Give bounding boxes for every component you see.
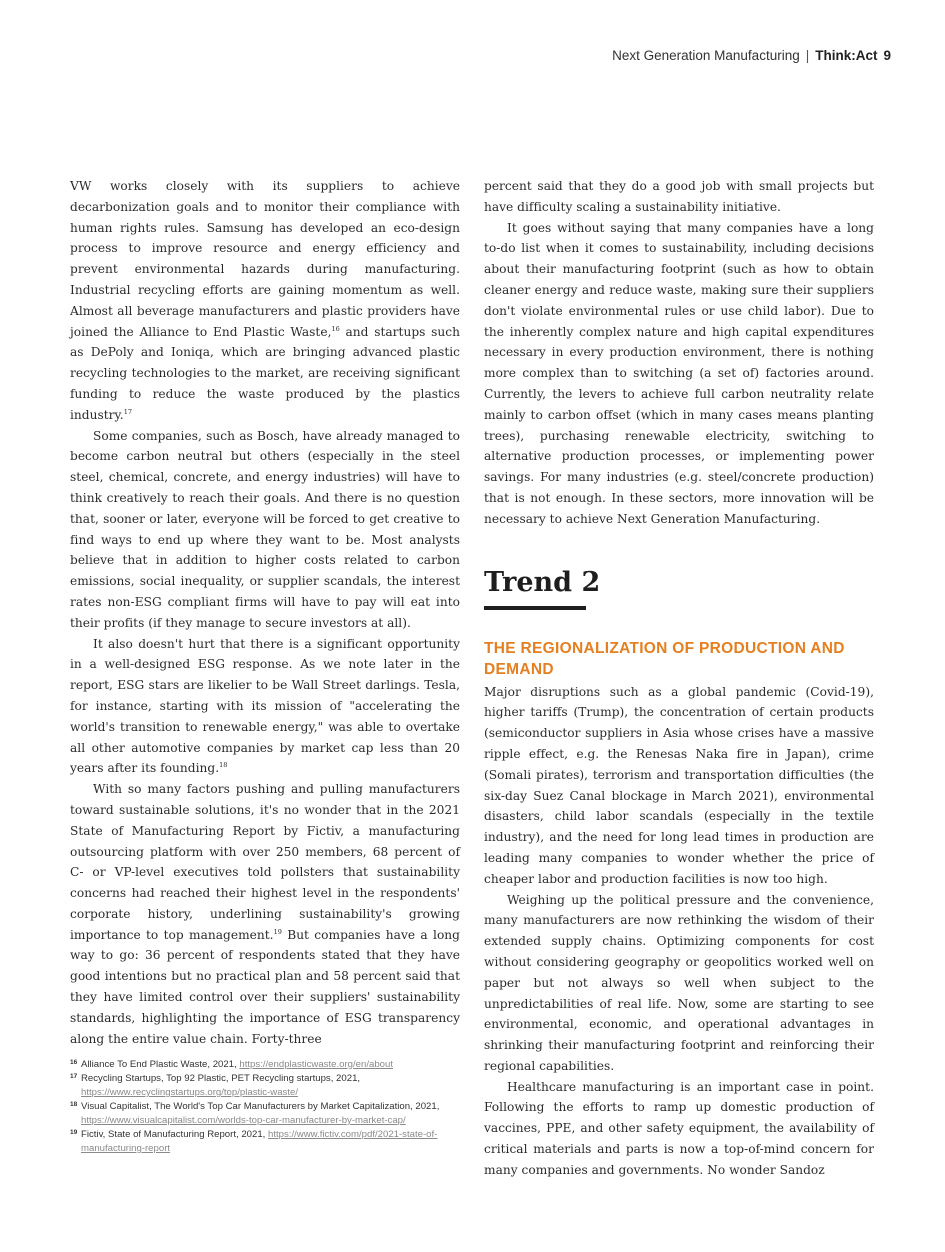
paragraph: It also doesn't hurt that there is a significant opportunity in a well-designed ESG response. As we note later in the report, ESG stars are likelier to be Wall Street darlings. Tesla, for instance, starting with its mission of "accelerating the world's transition to renewable energy," was able to overtake all other automotive companies by market cap less than 20 years after its founding.$^{18}$ [70, 636, 460, 776]
brand-name: Think:Act [815, 48, 878, 63]
paragraph: Healthcare manufacturing is an important case in point. Following the efforts to ramp up domestic production of vaccines, PPE, and other safety equipment, the availability of critical materials and parts is now a top-of-mind concern for many companies and governments. No wonder Sandoz [484, 1079, 874, 1177]
footnote-ref[interactable]: 18 [219, 761, 228, 770]
footnote: 16 Alliance To End Plastic Waste, 2021, https://endplasticwaste.org/en/about [70, 1059, 393, 1070]
paragraph: Major disruptions such as a global pandemic (Covid-19), higher tariffs (Trump), the concentration of certain products (semiconductor suppliers in Asia whose crises have a massive ripple effect, e.g. the Renesas Naka fire in Japan), crime (Somali pirates), terrorism and transportation difficulties (the six-day Suez Canal blockage in March 2021), environmental disasters, child labor scandals (especially in the textile industry), and the need for long lead times in production are leading many companies to wonder whether the price of cheaper labor and production facilities is now too high. [484, 684, 874, 886]
footnote-ref[interactable]: 17 [123, 407, 133, 416]
paragraph: It goes without saying that many companies have a long to-do list when it comes to sustainability, including decisions about their manufacturing footprint (such as how to obtain cleaner energy and reduce waste, making sure their suppliers don't violate environmental rules or use child labor). Due to the inherently complex nature and high capital expenditures necessary in every production environment, there is nothing more complex than to switching (a set of) factories around. Currently, the levers to achieve full carbon neutrality relate mainly to carbon offset (which in many cases means planting trees), purchasing renewable electricity, switching to alternative production processes, or implementing power savings. For many industries (e.g. steel/concrete production) that is not enough. In these sectors, more innovation will be necessary to achieve Next Generation Manufacturing. [484, 220, 874, 526]
paragraph: VW works closely with its suppliers to achieve decarbonization goals and to monitor their compliance with human rights rules. Samsung has developed an eco-design process to improve resource and energy efficiency and prevent environmental hazards during manufacturing. Industrial recycling efforts are gaining momentum as well. Almost all beverage manufacturers and plastic providers have joined the Alliance to End Plastic Waste,$^{16}$ and startups such as DePoly and Ioniqa, which are bringing advanced plastic recycling technologies to the market, are receiving significant funding to reduce the waste produced by the plastics industry.$^{17}$ [70, 179, 460, 422]
footnote-link[interactable]: https://www.visualcapitalist.com/worlds-top-car-manufacturer-by-market-cap/ [81, 1115, 406, 1126]
footnote: 17 Recycling Startups, Top 92 Plastic, PET Recycling startups, 2021, https://www.recyclingstartups.org/top/plastic-waste/ [70, 1073, 361, 1098]
header-separator: | [805, 48, 810, 63]
left-column [70, 176, 460, 1049]
section-subheading: THE REGIONALIZATION OF PRODUCTION AND DEMAND [484, 639, 845, 678]
footnote-ref[interactable]: 19 [273, 927, 282, 936]
footnote-number: 19 [70, 1129, 78, 1136]
document-title: Next Generation Manufacturing [612, 48, 800, 63]
footnote-link[interactable]: https://endplasticwaste.org/en/about [239, 1059, 393, 1070]
right-column [484, 176, 874, 1181]
footnote-link[interactable]: https://www.fictiv.com/pdf/2021-state-of-manufacturing-report [81, 1129, 438, 1154]
footnote-ref[interactable]: 16 [331, 324, 340, 333]
footnote-link[interactable]: https://www.recyclingstartups.org/top/plastic-waste/ [81, 1087, 299, 1098]
footnote-number: 18 [70, 1101, 78, 1108]
title-underline [484, 606, 586, 610]
paragraph: With so many factors pushing and pulling manufacturers toward sustainable solutions, it's no wonder that in the 2021 State of Manufacturing Report by Fictiv, a manufacturing outsourcing platform with over 250 members, 68 percent of C- or VP-level executives told pollsters that sustainability concerns had reached their highest level in the respondents' corporate history, underlining sustainability's growing importance to top management.$^{19}$ But companies have a long way to go: 36 percent of respondents stated that they have good intentions but no practical plan and 58 percent said that they have limited control over their suppliers' sustainability standards, highlighting the importance of ESG transparency along the entire value chain. Forty-three [70, 782, 460, 1046]
footnote-number: 16 [70, 1059, 78, 1066]
footnote-number: 17 [70, 1073, 78, 1080]
page-header [612, 48, 891, 63]
paragraph: Weighing up the political pressure and the convenience, many manufacturers are now rethinking the wisdom of their extended supply chains. Optimizing components for cost without considering geography or geopolitics worked well on paper but not always so well when subject to the unpredictabilities of real life. Now, some are starting to see environmental, economic, and operational advantages in shrinking their manufacturing footprint and reinforcing their regional capabilities. [484, 892, 874, 1073]
footnote: 18 Visual Capitalist, The World's Top Car Manufacturers by Market Capitalization, 2021, https://www.visualcapitalist.com/worlds-top-car-manufacturer-by-market-cap/ [70, 1101, 440, 1126]
page-number: 9 [883, 48, 891, 63]
paragraph: Some companies, such as Bosch, have already managed to become carbon neutral but others (especially in the steel steel, chemical, concrete, and energy industries) will have to think creatively to reach their goals. And there is no question that, sooner or later, everyone will be forced to get creative to find ways to end up where they want to be. Most analysts believe that in addition to higher costs related to carbon emissions, social inequality, or supplier scandals, the interest rates non-ESG compliant firms will have to pay will eat into their profits (if they manage to secure investors at all). [70, 428, 460, 630]
paragraph: percent said that they do a good job with small projects but have difficulty scaling a sustainability initiative. [484, 179, 874, 214]
footnote: 19 Fictiv, State of Manufacturing Report, 2021, https://www.fictiv.com/pdf/2021-state-of-manufacturing-report [70, 1129, 438, 1154]
section-title: Trend 2 [484, 566, 601, 598]
footnotes [70, 1058, 460, 1156]
